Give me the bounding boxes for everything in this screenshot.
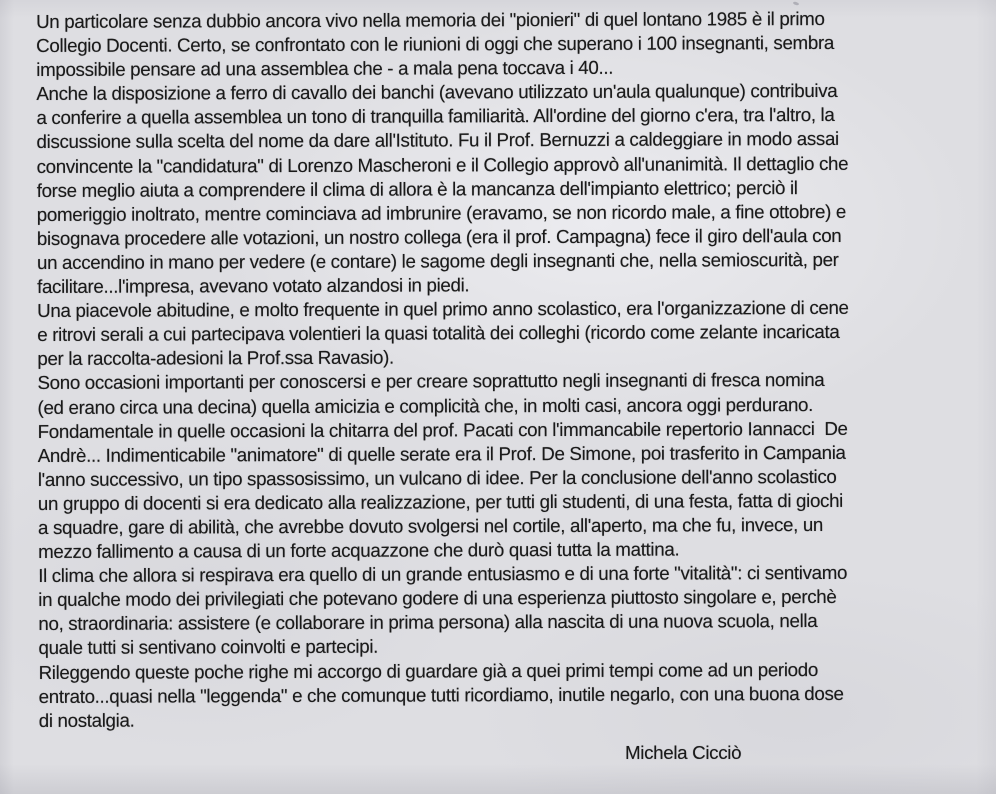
paragraph <box>37 368 978 564</box>
text-line: un gruppo di docenti si era dedicato alla realizzazione, per tutti gli studenti, di una festa, fatta di giochi <box>37 489 844 514</box>
text-line: Andrè... Indimenticabile "animatore" di quelle serate era il Prof. De Simone, poi trasferito in Campania <box>37 441 846 466</box>
text-line: a conferire a quella assemblea un tono di tranquilla familiarità. All'ordine del giorno c'era, tra l'altro, la <box>36 104 835 129</box>
text-line: Il clima che allora si respirava era quello di un grande entusiasmo e di una forte "vitalità": ci sentivamo <box>38 562 848 587</box>
text-line: bisognava procedere alle votazioni, un nostro collega (era il prof. Campagna) fece il giro dell'aula con <box>36 224 842 249</box>
text-line: Collegio Docenti. Certo, se confrontato con le riunioni di oggi che superano i 100 insegnanti, sembra <box>36 32 834 57</box>
text-line: Una piacevole abitudine, e molto frequente in quel primo anno scolastico, era l'organizzazione di cene <box>37 297 849 322</box>
text-line: (ed erano circa una decina) quella amicizia e complicità che, in molti casi, ancora oggi perdurano. <box>37 393 814 418</box>
text-line: convincente la "candidatura" di Lorenzo Mascheroni e il Collegio approvò all'unanimità. Il dettaglio che <box>36 152 849 177</box>
document-text <box>36 6 979 732</box>
text-line: in qualche modo dei privilegiati che potevano godere di una esperienza piuttosto singolare e, perchè <box>38 586 837 611</box>
text-line: per la raccolta-adesioni la Prof.ssa Ravasio). <box>37 346 394 370</box>
paragraph <box>36 79 977 299</box>
text-line: Fondamentale in quelle occasioni la chitarra del prof. Pacati con l'immancabile repertorio Iannacci De <box>37 417 848 442</box>
text-line: a squadre, gare di abilità, che avrebbe dovuto svolgersi nel cortile, all'aperto, ma che fu, invece, un <box>37 513 824 538</box>
text-line: l'anno successivo, un tipo spassosissimo, un vulcano di idee. Per la conclusione dell'anno scolastico <box>37 465 837 490</box>
paragraph <box>37 296 977 372</box>
text-line: forse meglio aiuta a comprendere il clima di allora è la mancanza dell'impianto elettrico; perciò il <box>36 176 798 201</box>
text-line: Sono occasioni importanti per conoscersi e per creare soprattutto negli insegnanti di fresca nomina <box>37 369 825 394</box>
text-line: un accendino in mano per vedere (e contare) le sagome degli insegnanti che, nella semioscurità, per <box>36 248 839 273</box>
text-line: discussione sulla scelta del nome da dare all'Istituto. Fu il Prof. Bernuzzi a caldeggiare in modo assai <box>36 128 839 153</box>
text-line: Rileggendo queste poche righe mi accorgo di guardare già a quei primi tempi come ad un periodo <box>38 658 818 683</box>
paragraph <box>38 657 978 733</box>
paragraph <box>36 6 976 82</box>
text-line: di nostalgia. <box>38 709 135 731</box>
paragraph <box>38 561 978 661</box>
text-line: Anche la disposizione a ferro di cavallo dei banchi (avevano utilizzato un'aula qualunque) contribuiva <box>36 80 838 105</box>
text-line: mezzo fallimento a causa di un forte acquazzone che durò quasi tutta la mattina. <box>38 538 680 563</box>
scan-artifact-speck <box>793 1 800 6</box>
signature: Michela Cicciò <box>625 742 742 763</box>
text-line: impossibile pensare ad una assemblea che - a mala pena toccava i 40... <box>36 56 614 81</box>
text-line: Un particolare senza dubbio ancora vivo nella memoria dei "pionieri" di quel lontano 1985 è il primo <box>36 7 825 32</box>
text-line: no, straordinaria: assistere (e collaborare in prima persona) alla nascita di una nuova scuola, nella <box>38 610 818 635</box>
text-line: pomeriggio inoltrato, mentre cominciava ad imbrunire (eravamo, se non ricordo male, a fine ottobre) e <box>36 200 846 225</box>
text-line: e ritrovi serali a cui partecipava volentieri la quasi totalità dei colleghi (ricordo come zelante incaricata <box>37 321 840 346</box>
text-line: facilitare...l'impresa, avevano votato alzandosi in piedi. <box>37 274 470 298</box>
text-line: entrato...quasi nella "leggenda" e che comunque tutti ricordiamo, inutile negarlo, con una buona dose <box>38 682 844 707</box>
text-line: quale tutti si sentivano coinvolti e partecipi. <box>38 636 379 659</box>
